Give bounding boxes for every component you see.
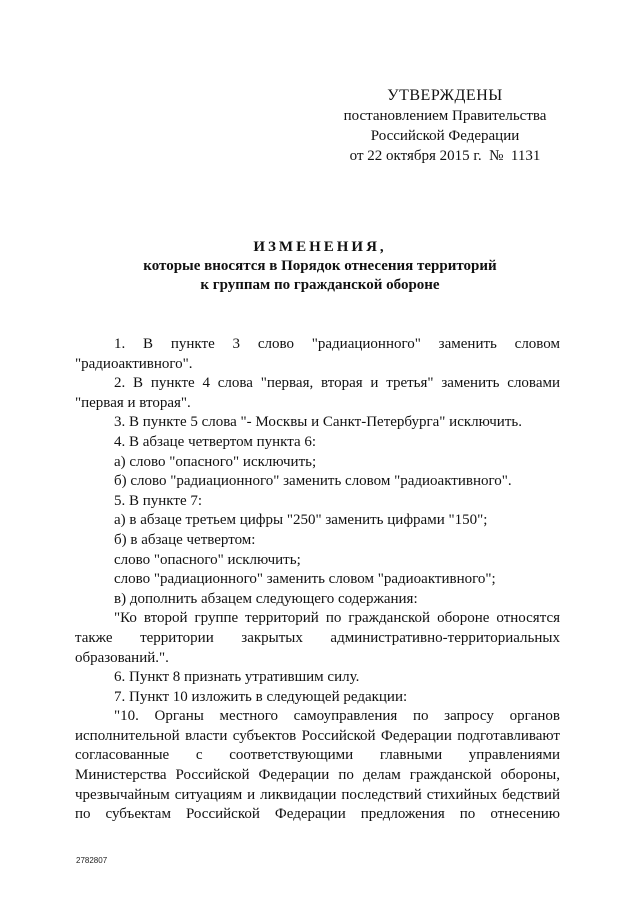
paragraph-3: 3. В пункте 5 слова "- Москвы и Санкт-Петербурга" исключить. <box>114 414 522 431</box>
document-title: ИЗМЕНЕНИЯ, <box>253 239 387 255</box>
paragraph-5b: б) в абзаце четвертом: <box>114 531 256 548</box>
paragraph-5c: в) дополнить абзацем следующего содержания: <box>114 590 418 607</box>
document-body <box>75 335 560 825</box>
paragraph-1: 1. В пункте 3 слово "радиационного" заменить словом "радиоактивного". <box>75 336 560 372</box>
approval-date: от 22 октября 2015 г. № 1131 <box>349 148 541 164</box>
paragraph-5: 5. В пункте 7: <box>114 492 203 509</box>
quote-line: Министерства Российской Федерации по делам гражданской обороны, <box>75 767 560 784</box>
approval-block <box>330 86 560 166</box>
paragraph-4: 4. В абзаце четвертом пункта 6: <box>114 433 317 450</box>
paragraph-6: 6. Пункт 8 признать утратившим силу. <box>114 669 360 686</box>
approval-line: Российской Федерации <box>370 128 520 144</box>
document-subtitle: к группам по гражданской обороне <box>200 277 440 293</box>
quote-line: согласованные с соответствующими главными управлениями <box>75 747 560 764</box>
quote-line: чрезвычайным ситуациям и ликвидации последствий стихийных бедствий <box>75 786 560 803</box>
quote-line: по субъектам Российской Федерации предложения по отнесению <box>75 806 560 823</box>
approval-title: УТВЕРЖДЕНЫ <box>387 87 503 104</box>
paragraph-7: 7. Пункт 10 изложить в следующей редакции: <box>114 688 408 705</box>
document-subtitle: которые вносятся в Порядок отнесения территорий <box>143 258 497 274</box>
document-heading <box>70 238 570 295</box>
paragraph-4b: б) слово "радиационного" заменить словом "радиоактивного". <box>114 473 512 490</box>
document-id: 2782807 <box>76 856 108 865</box>
paragraph-2: 2. В пункте 4 слова "первая, вторая и третья" заменить словами "первая и вторая". <box>75 375 560 411</box>
paragraph-4a: а) слово "опасного" исключить; <box>114 453 317 470</box>
paragraph-5b-2: слово "радиационного" заменить словом "радиоактивного"; <box>114 571 496 588</box>
paragraph-5a: а) в абзаце третьем цифры "250" заменить цифрами "150"; <box>114 512 488 529</box>
paragraph-5b-1: слово "опасного" исключить; <box>114 551 301 568</box>
quote-line: исполнительной власти субъектов Российской Федерации подготавливают <box>75 727 560 744</box>
paragraph-5c-quote: "Ко второй группе территорий по гражданской обороне относятся также территории закрытых административно-территориальных образований.". <box>75 610 560 666</box>
approval-line: постановлением Правительства <box>343 108 547 124</box>
quote-line: "10. Органы местного самоуправления по запросу органов <box>114 708 560 725</box>
